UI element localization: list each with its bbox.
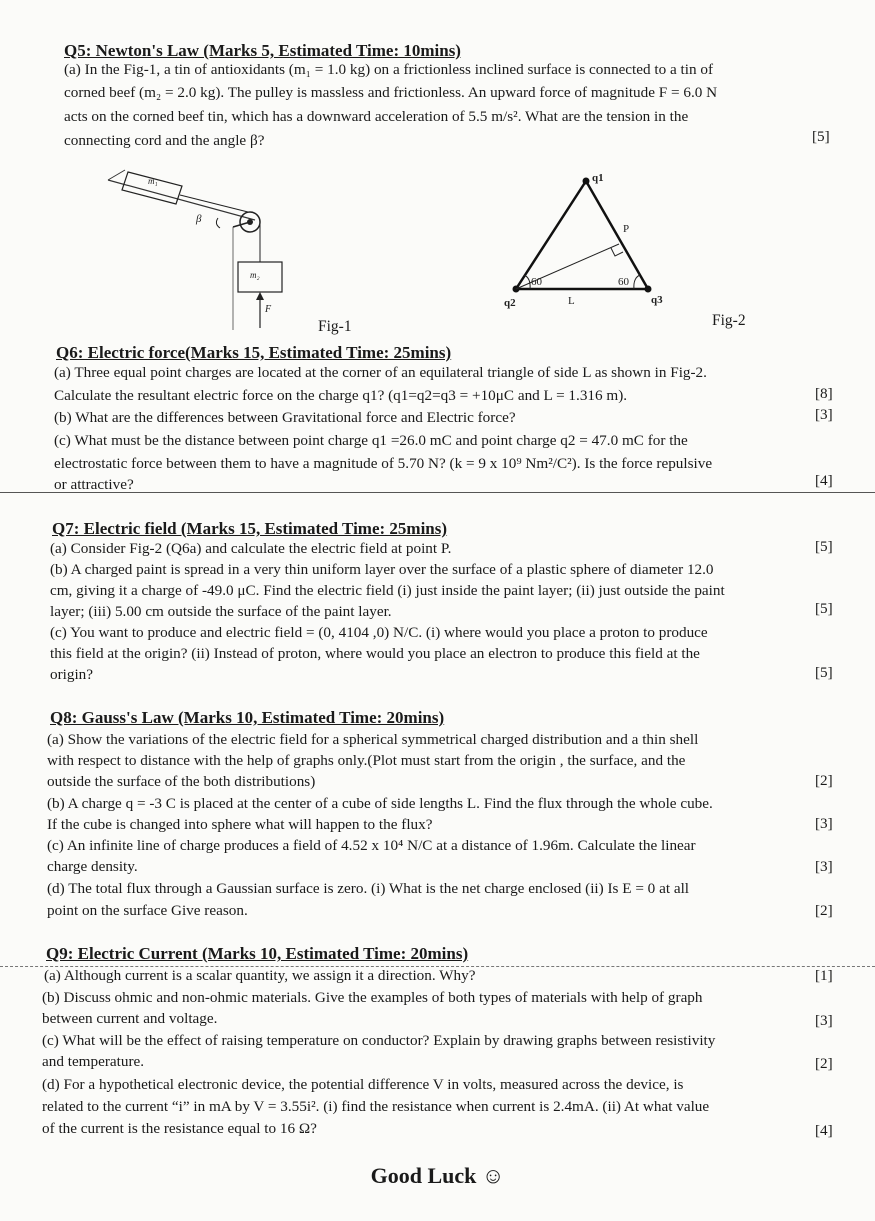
- q9-a-line: (a) Although current is a scalar quantity, we assign it a direction. Why?: [44, 967, 476, 984]
- q5-a-line: acts on the corned beef tin, which has a downward acceleration of 5.5 m/s². What are the tension in the: [64, 108, 689, 125]
- fig1-force-label: F: [265, 304, 272, 315]
- q8-b-line: If the cube is changed into sphere what will happen to the flux?: [47, 816, 433, 833]
- q5-a-marks: [5]: [812, 128, 830, 145]
- q9-b-line: (b) Discuss ohmic and non-ohmic materials. Give the examples of both types of materials with help of graph: [42, 989, 703, 1006]
- q7-c-line: origin?: [50, 666, 94, 683]
- q5-heading: Q5: Newton's Law (Marks 5, Estimated Time: 10mins): [64, 41, 461, 60]
- fig2-q2-label: q2: [504, 297, 516, 309]
- q7-heading: Q7: Electric field (Marks 15, Estimated Time: 25mins): [52, 519, 448, 538]
- q6-c-line: (c) What must be the distance between point charge q1 =26.0 mC and point charge q2 = 47.0 mC for the: [54, 432, 688, 449]
- q7-c-line: this field at the origin? (ii) Instead of proton, where would you place an electron to produce this field at the: [50, 645, 700, 662]
- fig2-p-label: P: [623, 223, 630, 235]
- q7-b-line: (b) A charged paint is spread in a very thin uniform layer over the surface of a plastic sphere of diameter 12.0: [50, 561, 714, 578]
- q9-c-line: and temperature.: [42, 1053, 145, 1070]
- fig2-angle-right: 60: [618, 276, 629, 288]
- fig2-caption: Fig-2: [712, 312, 746, 329]
- q8-b-line: (b) A charge q = -3 C is placed at the center of a cube of side lengths L. Find the flux through the whole cube.: [47, 795, 713, 812]
- fig2-triangle-diagram: [498, 165, 668, 315]
- fig1-inclined-plane-diagram: [100, 160, 330, 335]
- fig2-angle-left: 60: [531, 276, 542, 288]
- q9-a-marks: [1]: [815, 967, 833, 984]
- section-divider: [0, 492, 875, 493]
- q6-heading: Q6: Electric force(Marks 15, Estimated Time: 25mins): [56, 343, 452, 362]
- fig1-m1-label: m₁: [148, 176, 158, 186]
- q5-a-line: connecting cord and the angle β?: [64, 132, 265, 149]
- q6-c-line: electrostatic force between them to have a magnitude of 5.70 N? (k = 9 x 10⁹ Nm²/C²). Is the force repulsive: [54, 455, 713, 472]
- q8-c-line: (c) An infinite line of charge produces a field of 4.52 x 10⁴ N/C at a distance of 1.96m. Calculate the linear: [47, 837, 696, 854]
- q7-b-line: cm, giving it a charge of -49.0 μC. Find the electric field (i) just inside the paint layer; (ii) just outside the paint: [50, 582, 725, 599]
- fig2-q1-label: q1: [592, 172, 604, 184]
- q8-heading: Q8: Gauss's Law (Marks 10, Estimated Time: 20mins): [50, 708, 445, 727]
- q9-heading: Q9: Electric Current (Marks 10, Estimated Time: 20mins): [46, 944, 469, 963]
- q8-a-line: with respect to distance with the help of graphs only.(Plot must start from the origin , the surface, and the: [47, 752, 686, 769]
- q6-a-line: Calculate the resultant electric force on the charge q1? (q1=q2=q3 = +10μC and L = 1.316 m).: [54, 387, 628, 404]
- closing-message: Good Luck ☺: [370, 1163, 505, 1188]
- q8-d-marks: [2]: [815, 902, 833, 919]
- q7-c-line: (c) You want to produce and electric field = (0, 4104 ,0) N/C. (i) where would you place a proton to produce: [50, 624, 708, 641]
- q6-b-marks: [3]: [815, 406, 833, 423]
- q9-d-line: related to the current “i” in mA by V = 3.55i². (i) find the resistance when current is 2.4mA. (ii) At what value: [42, 1098, 710, 1115]
- q8-d-line: (d) The total flux through a Gaussian surface is zero. (i) What is the net charge enclosed (ii) Is E = 0 at all: [47, 880, 690, 897]
- q9-d-line: (d) For a hypothetical electronic device, the potential difference V in volts, measured across the device, is: [42, 1076, 684, 1093]
- q9-b-line: between current and voltage.: [42, 1010, 218, 1027]
- fig2-q3-label: q3: [651, 294, 663, 306]
- q9-b-marks: [3]: [815, 1012, 833, 1029]
- q8-c-marks: [3]: [815, 858, 833, 875]
- q6-b-line: (b) What are the differences between Gravitational force and Electric force?: [54, 409, 516, 426]
- fig1-m2-label: m₂: [250, 270, 260, 280]
- q6-c-line: or attractive?: [54, 476, 134, 493]
- q7-c-marks: [5]: [815, 664, 833, 681]
- q8-a-line: (a) Show the variations of the electric field for a spherical symmetrical charged distribution and a thin shell: [47, 731, 699, 748]
- q8-b-marks: [3]: [815, 815, 833, 832]
- q6-a-marks: [8]: [815, 385, 833, 402]
- q7-b-marks: [5]: [815, 600, 833, 617]
- q7-a-line: (a) Consider Fig-2 (Q6a) and calculate the electric field at point P.: [50, 540, 452, 557]
- q9-c-marks: [2]: [815, 1055, 833, 1072]
- q5-a-line: (a) In the Fig-1, a tin of antioxidants (m₁ = 1.0 kg) on a frictionless inclined surface is connected to a tin of: [64, 61, 714, 78]
- fig1-caption: Fig-1: [318, 318, 352, 335]
- fig2-side-label: L: [568, 295, 575, 307]
- q6-c-marks: [4]: [815, 472, 833, 489]
- q9-d-marks: [4]: [815, 1122, 833, 1139]
- q8-a-marks: [2]: [815, 772, 833, 789]
- q8-d-line: point on the surface Give reason.: [47, 902, 248, 919]
- q7-b-line: layer; (iii) 5.00 cm outside the surface of the paint layer.: [50, 603, 392, 620]
- q9-c-line: (c) What will be the effect of raising temperature on conductor? Explain by drawing graphs between resistivity: [42, 1032, 716, 1049]
- q7-a-marks: [5]: [815, 538, 833, 555]
- q8-a-line: outside the surface of the both distributions): [47, 773, 316, 790]
- q6-a-line: (a) Three equal point charges are located at the corner of an equilateral triangle of side L as shown in Fig-2.: [54, 364, 707, 381]
- q5-a-line: corned beef (m₂ = 2.0 kg). The pulley is massless and frictionless. An upward force of magnitude F = 6.0 N: [64, 84, 718, 101]
- q8-c-line: charge density.: [47, 858, 138, 875]
- fig1-beta-label: β: [196, 213, 202, 225]
- q9-d-line: of the current is the resistance equal to 16 Ω?: [42, 1120, 317, 1137]
